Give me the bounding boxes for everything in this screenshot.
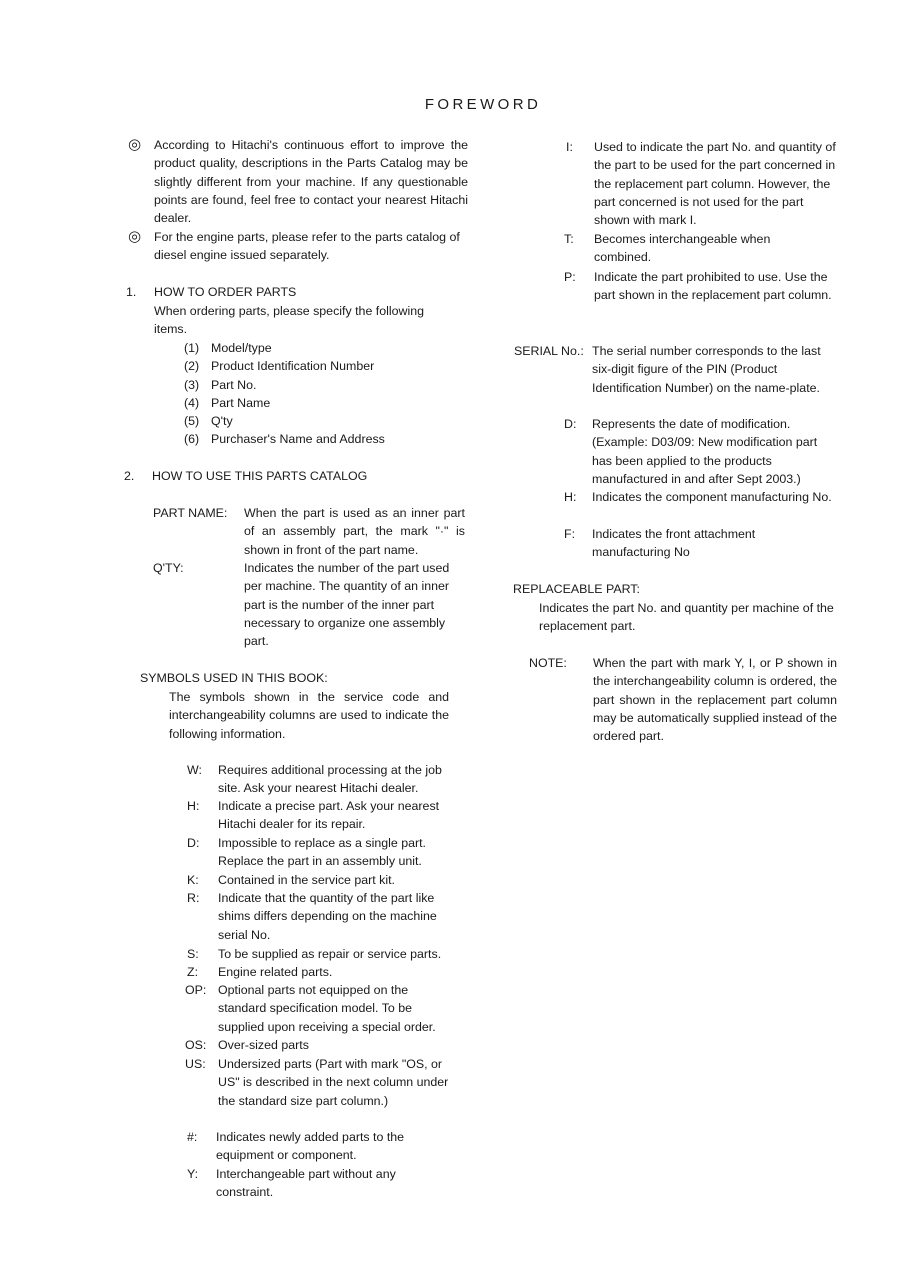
symbol-text: Represents the date of modification. (Example: D03/09: New modification part has been applied to the products manufactured in and after Sept 2003.) — [592, 417, 818, 486]
symbol-code: P: — [564, 270, 576, 284]
symbol-code: US: — [185, 1057, 206, 1071]
symbol-text: Interchangeable part without any constraint. — [216, 1167, 396, 1200]
symbol-code: S: — [187, 947, 199, 961]
item-text: Product Identification Number — [211, 359, 375, 374]
order-items-list — [184, 339, 444, 449]
item-text: Part Name — [211, 395, 271, 410]
symbol-text: Indicate a precise part. Ask your nearest Hitachi dealer for its repair. — [218, 799, 440, 832]
item-num: (2) — [184, 359, 200, 374]
note-label: NOTE: — [529, 656, 567, 670]
symbol-i — [563, 138, 843, 230]
symbol-z — [185, 963, 465, 981]
symbol-op — [185, 981, 465, 1037]
symbol-text: Engine related parts. — [218, 965, 333, 979]
symbols-intro: The symbols shown in the service code and interchangeability columns are used to indicate the following information. — [169, 690, 449, 741]
list-item — [184, 339, 444, 357]
symbol-code: T: — [564, 232, 574, 246]
symbol-code: #: — [187, 1130, 198, 1144]
serial-item-d — [563, 415, 843, 490]
serial-label: SERIAL No.: — [514, 344, 584, 358]
symbol-us — [185, 1055, 465, 1130]
item-num: (5) — [184, 414, 200, 429]
symbol-text: Undersized parts (Part with mark "OS, or US" is described in the next column under the standard size part column.) — [218, 1057, 449, 1108]
symbol-code: D: — [564, 417, 577, 431]
serial-item-f — [563, 525, 843, 563]
intro-text-1: According to Hitachi's continuous effort to improve the product quality, descriptions in the Parts Catalog may be slightly different from your machine. If any questionable points are found, feel free to contact your nearest Hitachi dealer. — [154, 138, 468, 226]
symbol-k — [185, 871, 465, 889]
symbol-code: D: — [187, 836, 200, 850]
note-text: When the part with mark Y, I, or P shown in the interchangeability column is ordered, the part shown in the replacement part column may be automatically supplied instead of the ordered part. — [593, 656, 837, 744]
definition-qty — [153, 559, 473, 651]
symbol-text: Indicates the component manufacturing No. — [592, 490, 832, 504]
intro-notice-2 — [128, 228, 473, 266]
section1-number: 1. — [126, 285, 137, 299]
replaceable-heading: REPLACEABLE PART: — [513, 582, 640, 596]
symbol-code: H: — [564, 490, 577, 504]
definition-text: Indicates the number of the part used per machine. The quantity of an inner part is the number of the inner part necessary to organize one assembly part. — [244, 561, 450, 649]
item-text: Model/type — [211, 341, 272, 355]
symbol-text: Requires additional processing at the job site. Ask your nearest Hitachi dealer. — [218, 763, 442, 796]
symbol-code: R: — [187, 891, 200, 905]
symbol-code: OS: — [185, 1038, 207, 1052]
serial-item-h — [563, 488, 843, 526]
symbol-text: Optional parts not equipped on the standard specification model. To be supplied upon receiving a special order. — [218, 983, 436, 1034]
item-text: Purchaser's Name and Address — [211, 432, 385, 447]
section1-heading: HOW TO ORDER PARTS — [154, 285, 297, 299]
item-num: (4) — [184, 395, 200, 410]
symbol-code: F: — [564, 527, 576, 541]
symbol-text: Impossible to replace as a single part. Replace the part in an assembly unit. — [218, 836, 426, 869]
note — [529, 654, 841, 746]
symbol-text: Becomes interchangeable when combined. — [594, 232, 771, 265]
symbol-t — [563, 230, 843, 268]
symbol-text: Indicate that the quantity of the part like shims differs depending on the machine serial No. — [218, 891, 437, 942]
circle-mark-icon: ◎ — [128, 228, 142, 245]
definition-label: PART NAME: — [153, 506, 228, 520]
symbol-code: K: — [187, 873, 199, 887]
symbol-code: W: — [187, 763, 202, 777]
section1-intro: When ordering parts, please specify the following items. — [154, 304, 424, 337]
intro-notice-1 — [128, 136, 473, 228]
item-text: Q'ty — [211, 414, 233, 429]
item-num: (1) — [184, 341, 200, 355]
item-text: Part No. — [211, 377, 257, 392]
symbol-code: Y: — [187, 1167, 199, 1181]
symbol-text: Used to indicate the part No. and quantity of the part to be used for the part concerned in the replacement part column. However, the part concerned is not used for the part shown with mark I. — [594, 140, 836, 228]
item-num: (6) — [184, 432, 200, 447]
definition-text: When the part is used as an inner part of an assembly part, the mark "·" is shown in front of the part name. — [244, 506, 465, 557]
symbol-text: Over-sized parts — [218, 1038, 309, 1052]
replaceable-text: Indicates the part No. and quantity per machine of the replacement part. — [539, 601, 834, 634]
symbol-r — [185, 889, 465, 945]
symbol-code: H: — [187, 799, 200, 813]
list-item — [184, 376, 444, 394]
symbol-text: Indicates newly added parts to the equipment or component. — [216, 1130, 405, 1163]
symbol-w — [185, 761, 465, 799]
symbol-code: OP: — [185, 983, 207, 997]
circle-mark-icon: ◎ — [128, 136, 142, 153]
item-num: (3) — [184, 377, 200, 392]
symbol-s — [185, 945, 465, 963]
symbol-os — [185, 1036, 465, 1054]
definition-label: Q'TY: — [153, 561, 184, 575]
symbol-hash — [185, 1128, 465, 1166]
symbol-text: Contained in the service part kit. — [218, 873, 396, 887]
symbol-y — [185, 1165, 465, 1203]
symbol-text: Indicates the front attachment manufacturing No — [592, 527, 756, 560]
serial-text: The serial number corresponds to the last six-digit figure of the PIN (Product Identification Number) on the name-plate. — [592, 344, 821, 395]
symbol-d — [185, 834, 465, 872]
section2-number: 2. — [124, 469, 135, 483]
serial-no — [514, 342, 844, 398]
symbol-p — [563, 268, 843, 324]
list-item — [184, 357, 444, 375]
page-title: FOREWORD — [424, 96, 542, 113]
list-item — [184, 394, 444, 412]
symbol-text: Indicate the part prohibited to use. Use the part shown in the replacement part column. — [594, 270, 832, 303]
intro-text-2: For the engine parts, please refer to the parts catalog of diesel engine issued separately. — [154, 230, 460, 263]
symbol-text: To be supplied as repair or service parts. — [218, 947, 442, 961]
list-item — [184, 412, 444, 430]
symbols-heading: SYMBOLS USED IN THIS BOOK: — [140, 671, 328, 685]
section2-heading: HOW TO USE THIS PARTS CATALOG — [152, 469, 368, 483]
symbol-h — [185, 797, 465, 835]
symbol-code: Z: — [187, 965, 199, 979]
symbol-code: I: — [566, 140, 573, 154]
definition-part-name — [153, 504, 473, 560]
list-item — [184, 430, 444, 448]
